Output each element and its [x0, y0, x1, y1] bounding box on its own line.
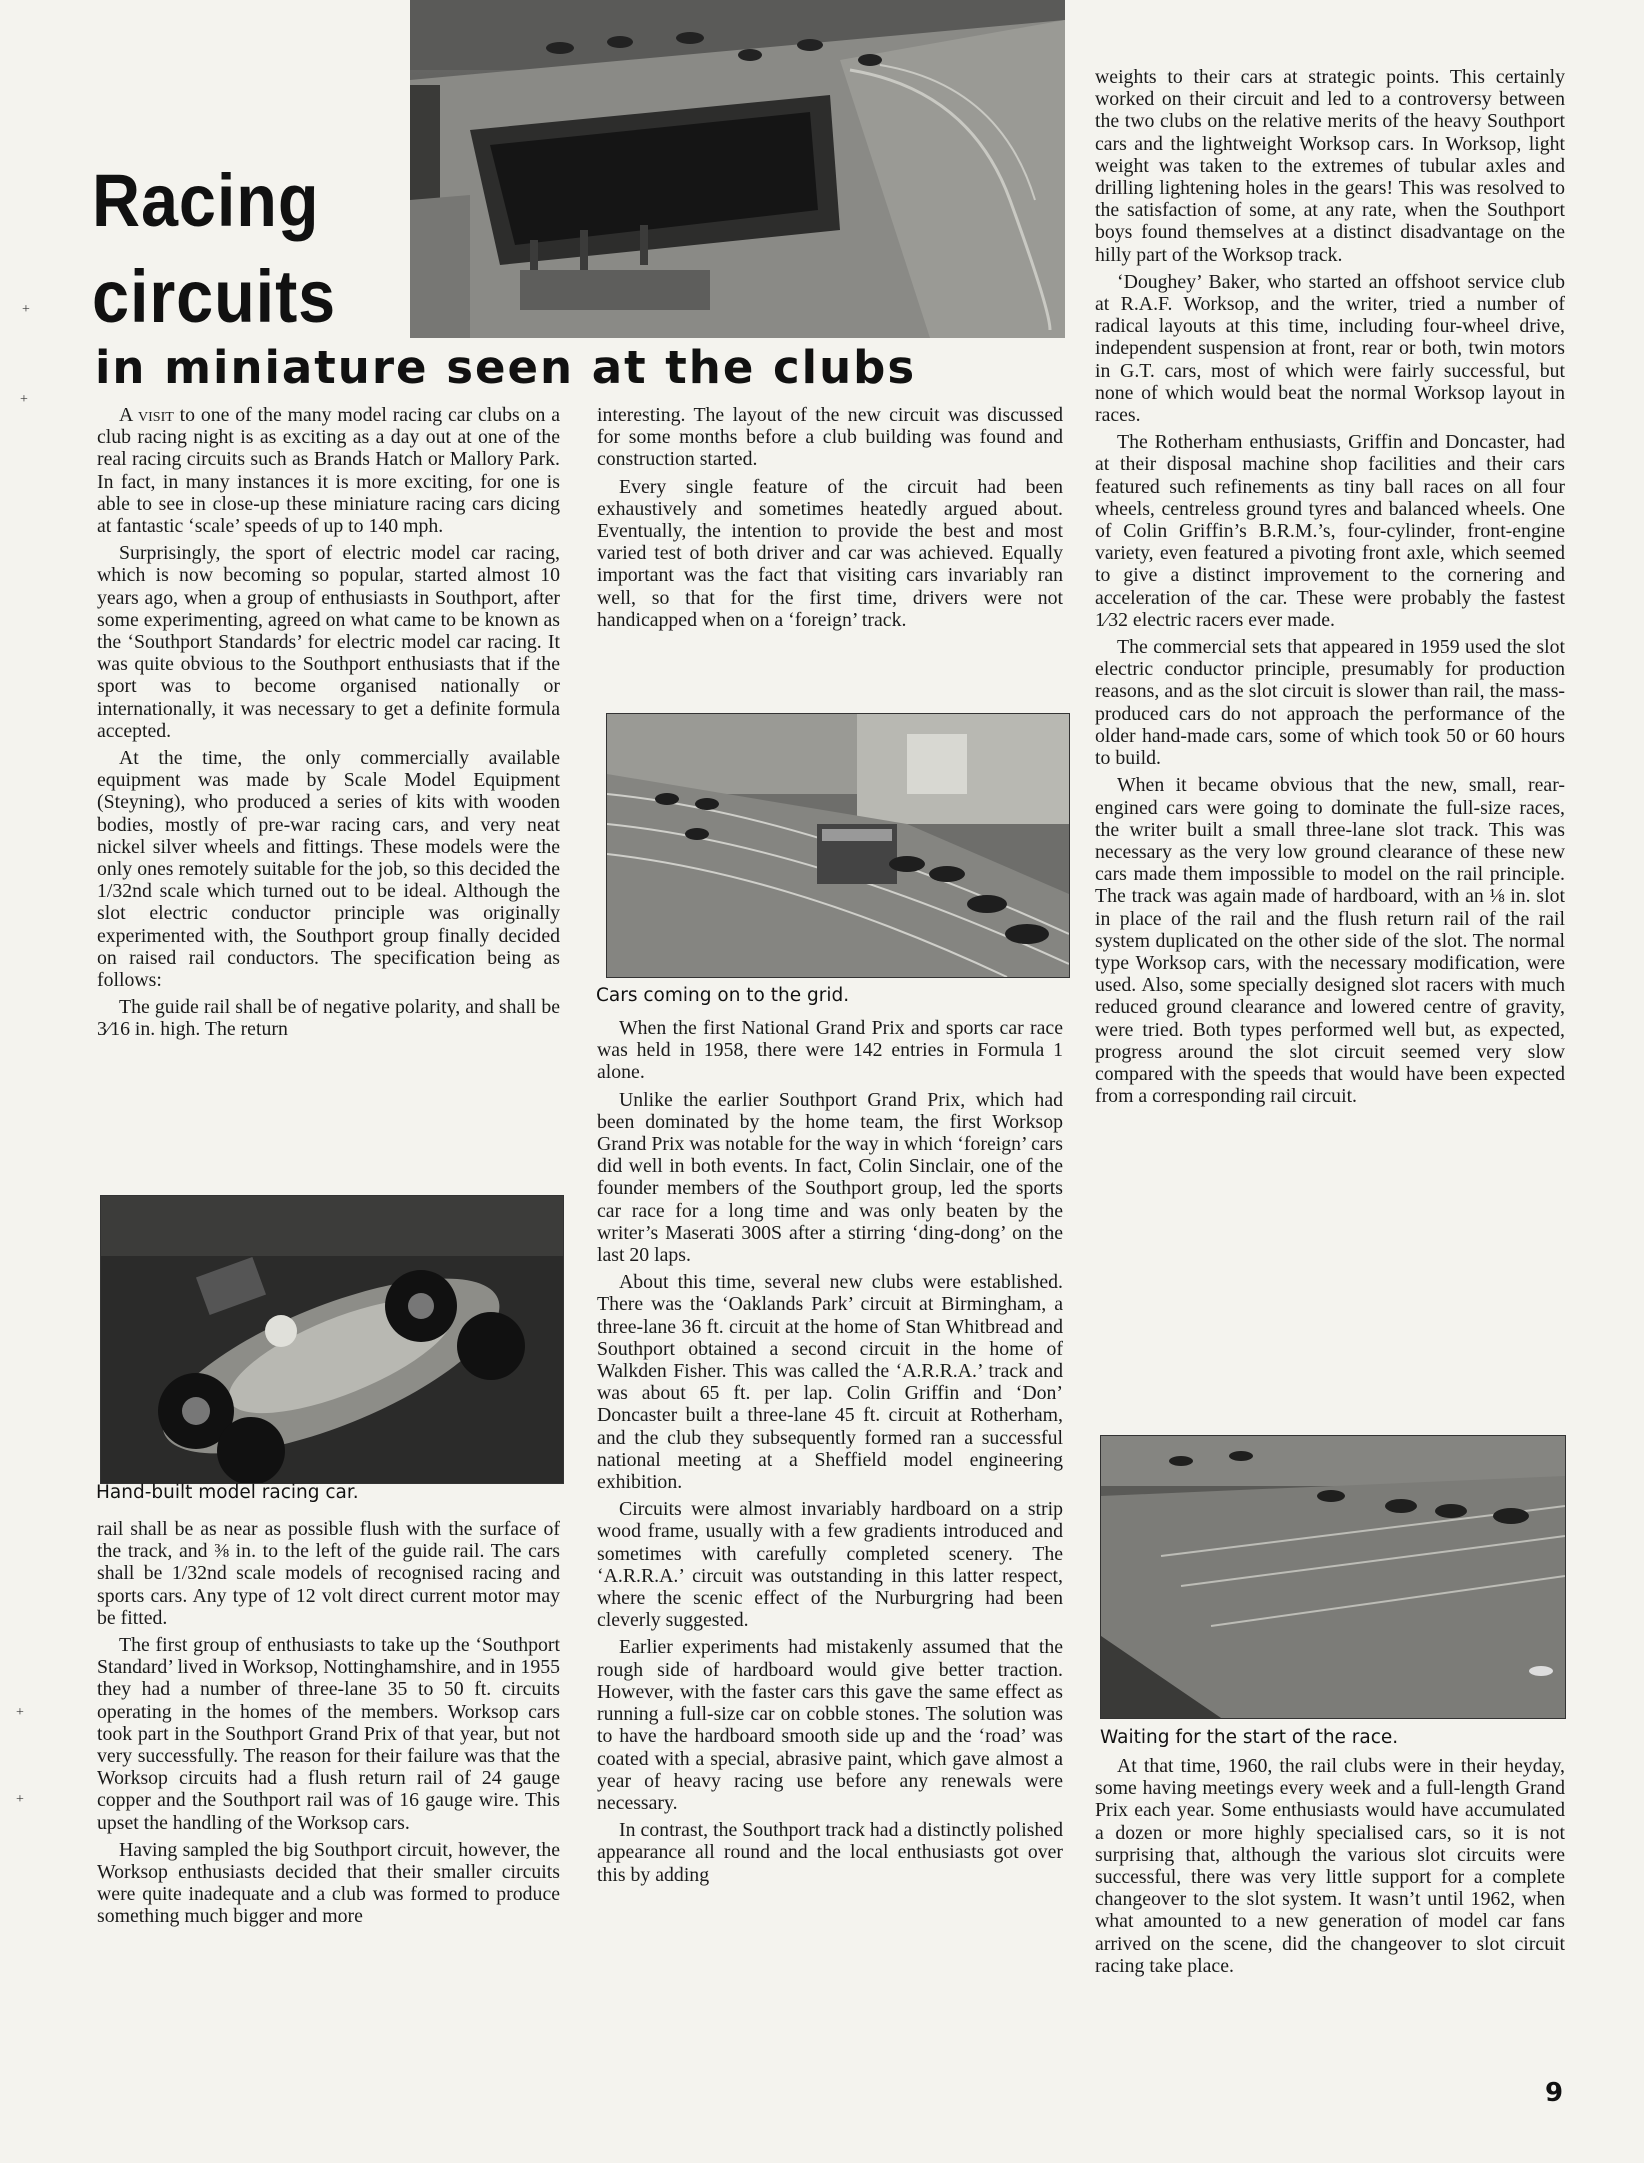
caption-race-start: Waiting for the start of the race.: [1100, 1727, 1399, 1748]
margin-mark: +: [20, 392, 28, 407]
paragraph: interesting. The layout of the new circuit was discussed for some months before a club building was found and construction started.: [597, 404, 1063, 471]
paragraph: weights to their cars at strategic points. This certainly worked on their circuit and led to a controversy between the two clubs on the relative merits of the heavy Southport cars and the lightweight Worksop cars. In Worksop, light weight was taken to the extremes of tubular axles and drilling lightening holes in the gears! This was resolved to the satisfaction of some, at any rate, when the Southport boys found themselves at a distinct disadvantage on the hilly part of the Worksop track.: [1095, 66, 1565, 266]
model-car-image: [101, 1196, 563, 1483]
photo-model-car: [100, 1195, 564, 1484]
lead-in: A visit: [119, 404, 174, 426]
paragraph: At that time, 1960, the rail clubs were in their heyday, some having meetings every week and a full-length Grand Prix each year. Some enthusiasts would have accumulated a dozen or more highly specialised cars, so it is not surprising that, although the various slot circuits were successful, there was very little support for a complete changeover to the slot system. It wasn’t until 1962, when what amounted to a new generation of model car fans arrived on the scene, did the changeover to slot circuit racing take place.: [1095, 1755, 1565, 1977]
caption-cars-on-grid: Cars coming on to the grid.: [596, 985, 850, 1006]
article-column-3-top: [1095, 66, 1565, 1424]
race-start-image: [1101, 1436, 1565, 1718]
photo-raised-track: [410, 0, 1065, 338]
article-column-3-bottom: [1095, 1755, 1565, 2055]
margin-mark: +: [22, 302, 30, 317]
paragraph: The commercial sets that appeared in 1959 used the slot electric conductor principle, presumably for production reasons, and as the slot circuit is slower than rail, the mass-produced cars do not approach the performance of the older hand-made cars, some of which took 50 or 60 hours to build.: [1095, 636, 1565, 770]
article-column-1-top: [97, 404, 560, 1179]
paragraph: The first group of enthusiasts to take up the ‘Southport Standard’ lived in Worksop, Nottinghamshire, and in 1955 they had a number of three-lane 35 to 50 ft. circuits operating in the homes of the members. Worksop cars took part in the Southport Grand Prix of that year, but not very successfully. The reason for their failure was that the Worksop circuits had a flush return rail of 24 gauge copper and the Southport rail was of 16 gauge wire. This upset the handling of the Worksop cars.: [97, 1634, 560, 1834]
paragraph: Circuits were almost invariably hardboard on a strip wood frame, usually with a few gradients introduced and sometimes with carefully completed scenery. The ‘A.R.R.A.’ circuit was outstanding in this latter respect, where the scenic effect of the Nurburgring had been cleverly suggested.: [597, 1498, 1063, 1632]
paragraph: When it became obvious that the new, small, rear-engined cars were going to dominate the full-size races, the writer built a small three-lane slot track. This was necessary as the very low ground clearance of these new cars made them impossible to model on the rail principle. The track was again made of hardboard, with an ⅛ in. slot in place of the rail and the flush return rail of the rail system duplicated on the other side of the slot. The normal type Worksop cars, with the necessary modification, were used. Also, some specially designed slot racers with much reduced ground clearance and lowered centre of gravity, were tried. Both types performed well but, as expected, progress around the slot circuit seemed very slow compared with the speeds that would have been expected from a corresponding rail circuit.: [1095, 774, 1565, 1108]
article-column-1-bottom: [97, 1518, 560, 2053]
paragraph: Unlike the earlier Southport Grand Prix, which had been dominated by the home team, the first Worksop Grand Prix was notable for the way in which ‘foreign’ cars did well in both events. In fact, Colin Sinclair, one of the founder members of the Southport group, led the sports car race for a long time and was only beaten by the writer’s Maserati 300S after a stirring ‘ding-dong’ on the last 20 laps.: [597, 1088, 1063, 1267]
paragraph: The guide rail shall be of negative polarity, and shall be 3⁄16 in. high. The return: [97, 996, 560, 1041]
paragraph: When the first National Grand Prix and sports car race was held in 1958, there were 142 entries in Formula 1 alone.: [597, 1017, 1063, 1084]
paragraph: Having sampled the big Southport circuit, however, the Worksop enthusiasts decided that their smaller circuits were quite inadequate and a club was formed to produce something much bigger and more: [97, 1838, 560, 1928]
paragraph: About this time, several new clubs were established. There was the ‘Oaklands Park’ circuit at Birmingham, a three-lane 36 ft. circuit at the home of Stan Whitbread and Southport obtained a second circuit in the home of Walkden Fisher. This was called the ‘A.R.R.A.’ track and was about 65 ft. per lap. Colin Griffin and ‘Don’ Doncaster built a three-lane 45 ft. circuit at Rotherham, and the club they subsequently formed ran a successful national meeting at a Sheffield model engineering exhibition.: [597, 1271, 1063, 1494]
headline-line-2: circuits: [92, 255, 337, 338]
headline-line-1: Racing: [92, 159, 320, 242]
margin-mark: +: [16, 1792, 24, 1807]
subheadline: in miniature seen at the clubs: [95, 341, 917, 394]
paragraph: rail shall be as near as possible flush with the surface of the track, and ⅜ in. to the left of the guide rail. The cars shall be 1/32nd scale models of recognised racing and sports cars. Any type of 12 volt direct current motor may be fitted.: [97, 1518, 560, 1629]
paragraph: In contrast, the Southport track had a distinctly polished appearance all round and the local enthusiasts got over this by adding: [597, 1819, 1063, 1886]
paragraph: ‘Doughey’ Baker, who started an offshoot service club at R.A.F. Worksop, and the writer, tried a number of radical layouts at this time, including four-wheel drive, independent suspension at front, rear or both, twin motors in G.T. cars, most of which were fairly successful, but none of which would beat the normal Worksop layout in races.: [1095, 270, 1565, 427]
paragraph: Every single feature of the circuit had been exhaustively and sometimes heatedly argued about. Eventually, the intention to provide the best and most varied test of both driver and car was achieved. Equally important was the fact that visiting cars invariably ran well, so that for the first time, drivers were not handicapped when on a ‘foreign’ track.: [597, 475, 1063, 631]
article-column-2-top: [597, 404, 1063, 704]
paragraph: At the time, the only commercially available equipment was made by Scale Model Equipment (Steyning), who produced a series of kits with wooden bodies, mostly of pre-war racing cars, and very neat nickel silver wheels and fittings. These models were the only ones remotely suitable for the job, so this decided the 1/32nd scale which turned out to be ideal. Although the slot electric conductor principle was originally experimented with, the Southport group finally decided on raised rail conductors. The specification being as follows:: [97, 747, 560, 992]
photo-cars-on-grid: [606, 713, 1070, 978]
photo-race-start: [1100, 1435, 1566, 1719]
raised-track-image: [410, 0, 1065, 338]
page-number: 9: [1545, 2078, 1564, 2108]
paragraph: Earlier experiments had mistakenly assumed that the rough side of hardboard would give better traction. However, with the faster cars this gave the same effect as running a full-size car on cobble stones. The solution was to have the hardboard smooth side up and the ‘road’ was coated with a special, abrasive paint, which gave almost a year of heavy racing use before any renewals were necessary.: [597, 1636, 1063, 1814]
caption-model-car: Hand-built model racing car.: [96, 1482, 359, 1503]
paragraph: The Rotherham enthusiasts, Griffin and Doncaster, had at their disposal machine shop facilities and their cars featured such refinements as tiny ball races on all four wheels, centreless ground tyres and balanced wheels. One of Colin Griffin’s B.R.M.’s, four-cylinder, front-engine variety, even featured a pivoting front axle, which seemed to give a distinct improvement to the cornering and acceleration of the car. These were probably the fastest 1⁄32 electric racers ever made.: [1095, 431, 1565, 631]
cars-on-grid-image: [607, 714, 1069, 977]
paragraph: Surprisingly, the sport of electric model car racing, which is now becoming so popular, started almost 10 years ago, when a group of enthusiasts in Southport, after some experimenting, agreed on what came to be known as the ‘Southport Standards’ for electric model car racing. It was quite obvious to the Southport enthusiasts that if the sport was to become organised nationally or internationally, it was necessary to get a definite formula accepted.: [97, 542, 560, 742]
paragraph: A visit to one of the many model racing car clubs on a club racing night is as exciting as a day out at one of the real racing circuits such as Brands Hatch or Mallory Park. In fact, in many instances it is more exciting, for one is able to see in close-up these miniature racing cars dicing at fantastic ‘scale’ speeds of up to 140 mph.: [97, 404, 560, 538]
article-column-2-bottom: [597, 1017, 1063, 2057]
margin-mark: +: [16, 1705, 24, 1720]
